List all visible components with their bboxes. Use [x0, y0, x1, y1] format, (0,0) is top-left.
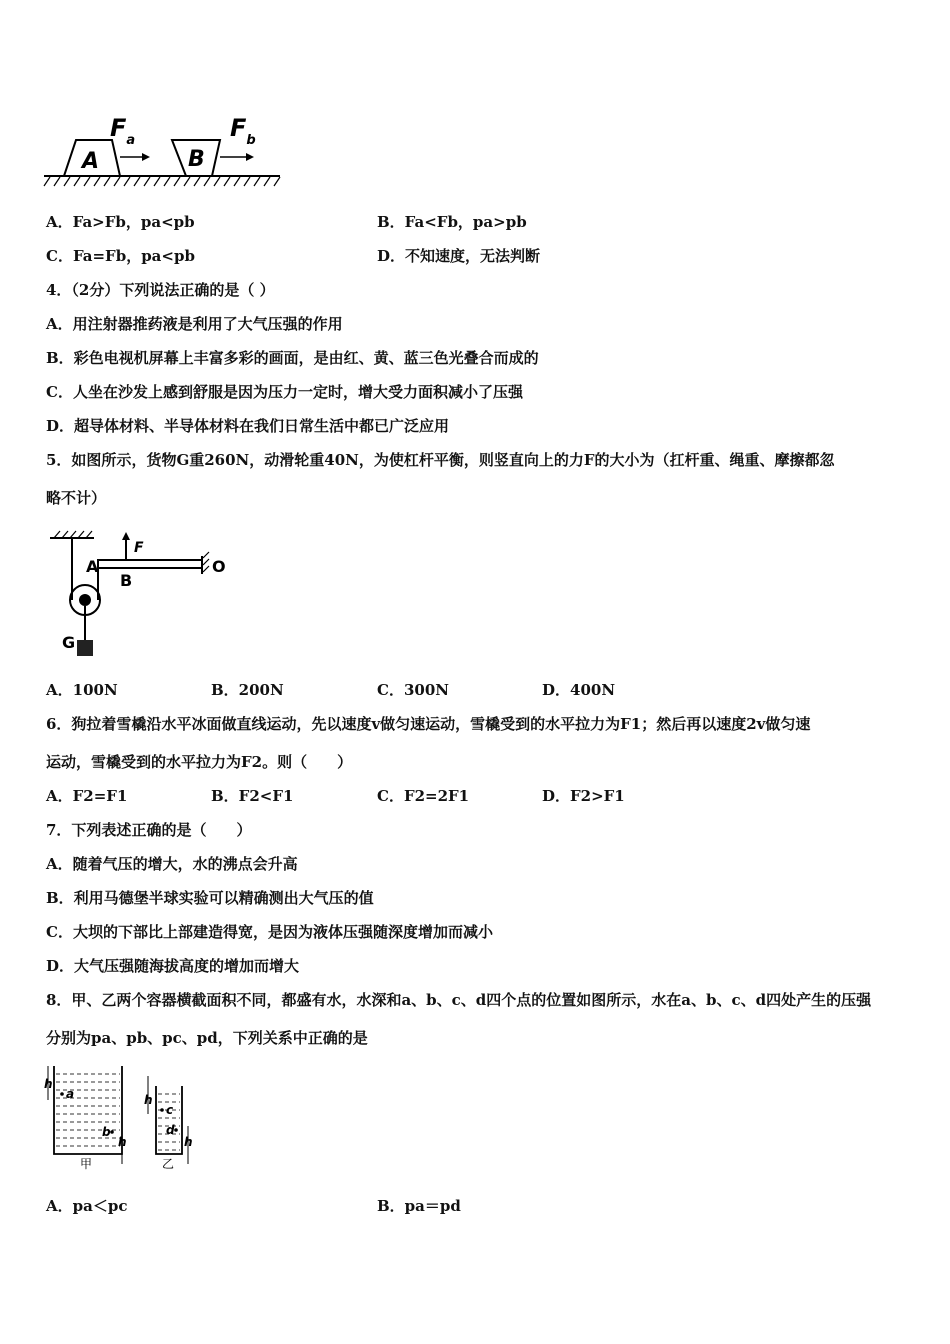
q4-stem: 4．（2分）下列说法正确的是（ ）	[46, 281, 275, 299]
q7-option-d[interactable]: D．大气压强随海拔高度的增加而增大	[46, 957, 300, 975]
block-b-label: B	[188, 147, 205, 172]
q6-stem-line1: 6．狗拉着雪橇沿水平冰面做直线运动，先以速度v做匀速运动，雪橇受到的水平拉力为F1；然后再以速度2v做匀速	[46, 715, 811, 733]
lever-pulley-figure	[46, 528, 236, 663]
q5-option-a[interactable]: A．100N	[46, 681, 118, 699]
label-d-point: d	[166, 1123, 175, 1137]
q5-option-c[interactable]: C．300N	[377, 681, 449, 699]
label-jia: 甲	[80, 1157, 93, 1171]
q3-option-c[interactable]: C．Fa=Fb，pa<pb	[46, 247, 195, 265]
label-f: F	[134, 540, 144, 556]
q7-stem: 7．下列表述正确的是（ ）	[46, 821, 252, 839]
label-a-point: a	[66, 1087, 75, 1101]
label-o: O	[212, 557, 226, 576]
q5-stem-line1: 5．如图所示，货物G重260N，动滑轮重40N，为使杠杆平衡，则竖直向上的力F的大小为（扛杆重、绳重、摩擦都忽	[46, 451, 835, 469]
q5-option-b[interactable]: B．200N	[211, 681, 284, 699]
q6-option-a[interactable]: A．F2=F1	[46, 787, 128, 805]
q5-option-d[interactable]: D．400N	[542, 681, 616, 699]
q8-stem-line2: 分别为pa、pb、pc、pd，下列关系中正确的是	[46, 1029, 368, 1047]
force-b-label: $F_b$	[230, 114, 256, 148]
q3-option-d[interactable]: D．不知速度，无法判断	[377, 247, 541, 265]
lever	[98, 560, 202, 568]
force-a-label: $F_a$	[110, 114, 136, 148]
q6-option-c[interactable]: C．F2=2F1	[377, 787, 470, 805]
label-h-2: h	[118, 1135, 127, 1149]
q4-option-a[interactable]: A．用注射器推药液是利用了大气压强的作用	[46, 315, 343, 333]
q5-stem-line2: 略不计）	[46, 489, 107, 507]
label-h-1: h	[44, 1077, 53, 1091]
block-a-label: A	[82, 149, 100, 174]
label-a: A	[86, 557, 99, 576]
q6-option-b[interactable]: B．F2<F1	[211, 787, 294, 805]
q6-option-d[interactable]: D．F2>F1	[542, 787, 625, 805]
q7-option-c[interactable]: C．大坝的下部比上部建造得宽，是因为液体压强随深度增加而减小	[46, 923, 493, 941]
weight-g	[77, 640, 93, 656]
q4-option-d[interactable]: D．超导体材料、半导体材料在我们日常生活中都已广泛应用	[46, 417, 450, 435]
q4-option-b[interactable]: B．彩色电视机屏幕上丰富多彩的画面，是由红、黄、蓝三色光叠合而成的	[46, 349, 539, 367]
label-h-3: h	[144, 1093, 153, 1107]
label-b-point: b	[102, 1125, 111, 1139]
q3-option-a[interactable]: A．Fa>Fb，pa<pb	[46, 213, 195, 231]
label-h-4: h	[184, 1135, 193, 1149]
containers-figure	[40, 1060, 210, 1172]
q4-option-c[interactable]: C．人坐在沙发上感到舒服是因为压力一定时，增大受力面积减小了压强	[46, 383, 523, 401]
label-b: B	[120, 571, 133, 590]
label-c-point: c	[166, 1103, 174, 1117]
q8-option-a[interactable]: A．pa＜pc	[46, 1197, 128, 1215]
q6-stem-line2: 运动，雪橇受到的水平拉力为F2。则（ ）	[46, 753, 353, 771]
q8-stem-line1: 8．甲、乙两个容器横截面积不同，都盛有水，水深和a、b、c、d四个点的位置如图所示，水在a、b、c、d四处产生的压强	[46, 991, 872, 1009]
q7-option-a[interactable]: A．随着气压的增大，水的沸点会升高	[46, 855, 298, 873]
q7-option-b[interactable]: B．利用马德堡半球实验可以精确测出大气压的值	[46, 889, 374, 907]
q3-option-b[interactable]: B．Fa<Fb，pa>pb	[377, 213, 527, 231]
label-g: G	[62, 633, 76, 652]
blocks-figure	[40, 110, 290, 190]
q8-option-b[interactable]: B．pa＝pd	[377, 1197, 461, 1215]
label-yi: 乙	[162, 1157, 175, 1171]
